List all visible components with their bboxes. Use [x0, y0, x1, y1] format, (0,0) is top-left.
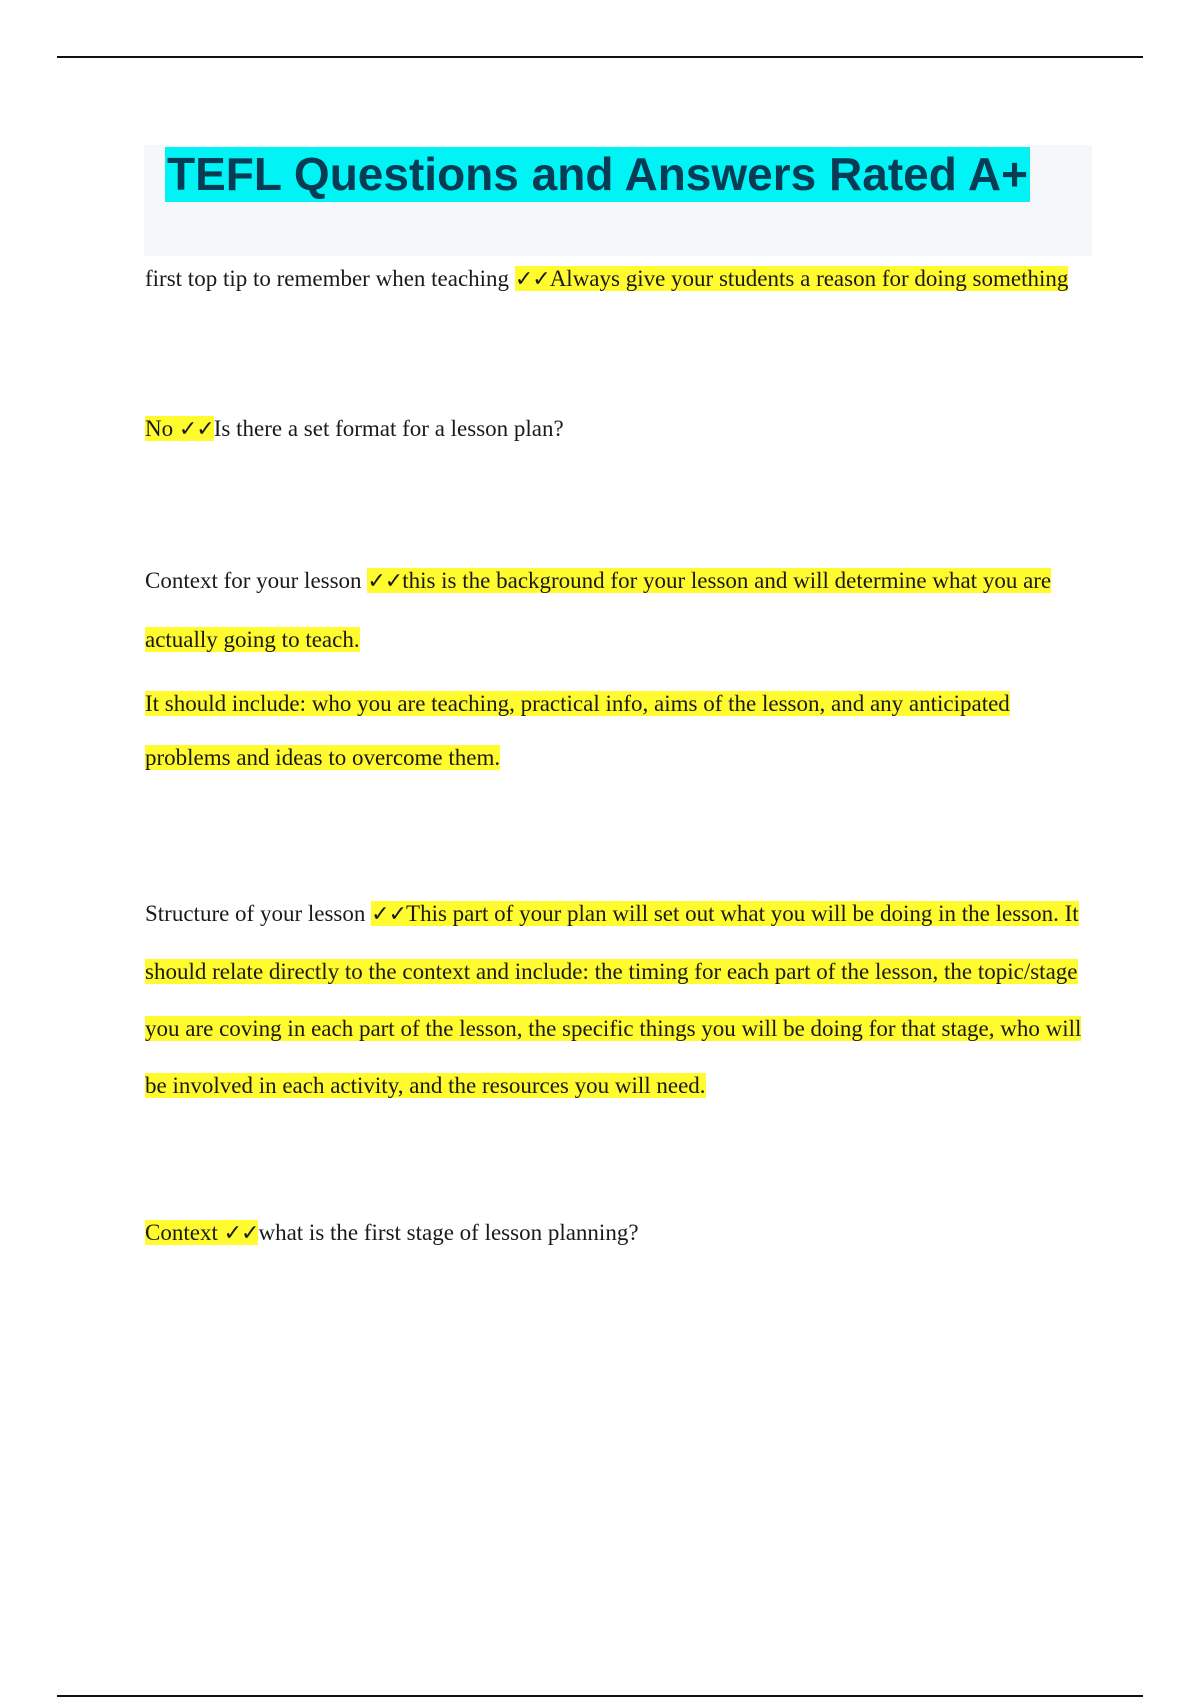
qa-content — [145, 250, 1085, 1263]
double-check-icon: ✓✓ — [223, 1221, 259, 1246]
entry-term: No — [145, 416, 179, 441]
entry-term: Structure of your lesson — [145, 901, 372, 926]
entry-answer-highlight — [145, 1220, 258, 1245]
qa-entry-set-format — [145, 400, 1085, 459]
document-title: TEFL Questions and Answers Rated A+ — [167, 148, 1028, 200]
entry-term: Context — [145, 1220, 224, 1245]
entry-definition: This part of your plan will set out what you will be doing in the lesson. It should relate directly to the context and include: the timing for each part of the lesson, the topic/stage you are coving in each part of the lesson, the specific things you will be doing for that stage, who will be involved in each activity, and the resources you will need. — [145, 901, 1082, 1098]
entry-definition: this is the background for your lesson and will determine what you are actually going to teach. — [145, 568, 1052, 652]
entry-definition: what is the first stage of lesson planning? — [258, 1220, 639, 1245]
bottom-rule — [57, 1695, 1143, 1697]
double-check-icon: ✓✓ — [367, 569, 403, 594]
qa-entry-context-continuation — [145, 677, 1085, 785]
qa-entry-structure — [145, 885, 1085, 1114]
qa-entry-first-tip — [145, 250, 1085, 309]
double-check-icon: ✓✓ — [371, 902, 407, 927]
entry-definition: Always give your students a reason for doing something — [549, 266, 1069, 291]
qa-entry-first-stage — [145, 1204, 1085, 1263]
entry-continuation: It should include: who you are teaching, practical info, aims of the lesson, and any anticipated problems and ideas to overcome them. — [145, 691, 1010, 770]
entry-answer-highlight — [515, 266, 1069, 291]
double-check-icon: ✓✓ — [514, 267, 550, 292]
top-rule — [57, 56, 1143, 58]
entry-term: Context for your lesson — [145, 568, 368, 593]
qa-entry-context — [145, 552, 1085, 669]
entry-answer-highlight — [145, 901, 1081, 1098]
entry-answer-highlight — [145, 416, 214, 441]
entry-term: first top tip to remember when teaching — [145, 266, 515, 291]
entry-definition: Is there a set format for a lesson plan? — [213, 416, 564, 441]
double-check-icon: ✓✓ — [178, 417, 214, 442]
